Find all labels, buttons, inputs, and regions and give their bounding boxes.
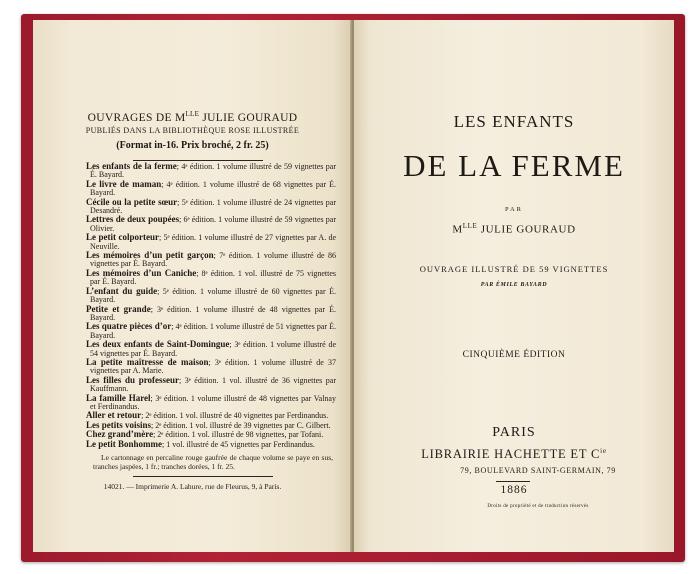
book-title: Les deux enfants de Saint-Domingue — [86, 339, 230, 350]
book-list-item — [86, 180, 336, 198]
book-details: ; 4ᵉ édition. 1 volume illustré de 51 vignettes par É. Bayard. — [90, 322, 336, 340]
publisher-address: 79, BOULEVARD SAINT-GERMAIN, 79 — [460, 466, 616, 475]
works-heading: OUVRAGES DE $M^{LLE}$ JULIE GOURAUD — [87, 110, 298, 124]
printer-imprint: 14021. — Imprimerie A. Lahure, rue de Fleurus, 9, à Paris. — [103, 482, 282, 491]
book-title: Le petit colporteur — [86, 232, 159, 243]
book-title: Petite et grande — [86, 303, 151, 314]
book-details: ; 4ᵉ édition. 1 volume illustré de 68 vignettes par É. Bayard. — [90, 179, 336, 198]
book-list-item — [86, 376, 336, 394]
book-details: ; 5ᵉ édition. 1 volume illustré de 27 vignettes par A. de Neuville. — [90, 233, 336, 251]
divider-rule — [496, 481, 530, 482]
book-list-item — [86, 322, 336, 340]
book-list-item — [86, 215, 336, 233]
book-title: Lettres de deux poupées — [86, 214, 180, 225]
book-title: Chez grand’mère — [86, 429, 154, 440]
book-title-line2: DE LA FERME — [403, 148, 625, 183]
book-details: ; 3ᵉ édition. 1 volume illustré de 54 vignettes par É. Bayard. — [90, 340, 336, 358]
book-details: ; 3ᵉ édition. 1 volume illustré de 48 vignettes par É. Bayard. — [90, 304, 336, 322]
book-details: ; 7ᵉ édition. 1 volume illustré de 86 vignettes par É. Bayard. — [90, 251, 336, 269]
title-page — [354, 20, 674, 552]
book-title: La famille Harel — [86, 392, 151, 403]
by-label: PAR — [504, 206, 524, 213]
book-title: Les petits voisins — [86, 419, 152, 430]
book-list-item — [86, 198, 336, 216]
book-title: Cécile ou la petite sœur — [86, 196, 178, 207]
book-title: Le livre de maman — [86, 178, 162, 189]
book-list-item — [86, 251, 336, 269]
author-name: $M^{LLE}$ JULIE GOURAUD — [452, 222, 576, 236]
book-list-item — [86, 394, 336, 412]
book-title: L’enfant du guide — [86, 285, 158, 296]
book-details: ; 4ᵉ édition. 1 volume illustré de 59 vignettes par É. Bayard. — [90, 162, 337, 180]
book-details: ; 3ᵉ édition. 1 volume illustré de 37 vignettes par A. Marie. — [90, 357, 336, 376]
book-details: ; 8ᵉ édition. 1 vol. illustré de 75 vignettes par É. Bayard. — [90, 268, 336, 287]
book-list-item — [86, 269, 336, 287]
book-title: Les quatre pièces d’or — [86, 321, 172, 332]
book-title-line1: LES ENFANTS — [453, 112, 575, 131]
divider-rule — [133, 476, 273, 477]
book-title: Aller et retour — [86, 410, 142, 421]
book-details: ; 5ᵉ édition. 1 volume illustré de 60 vignettes par É. Bayard. — [90, 286, 336, 305]
book-list-item — [86, 305, 336, 323]
book-details: ; 6ᵉ édition. 1 volume illustré de 59 vignettes par Olivier. — [90, 215, 337, 233]
publication-year: 1886 — [500, 484, 528, 496]
publisher-name: LIBRAIRIE HACHETTE ET $C^{ie}$ — [421, 447, 607, 462]
rights-notice: Droits de propriété et de traduction réservés — [487, 504, 589, 509]
left-page — [33, 20, 352, 552]
book-details: ; 3ᵉ édition. 1 vol. illustré de 36 vignettes par Kauffmann. — [90, 375, 336, 394]
illustrator-name: PAR ÉMILE BAYARD — [480, 282, 548, 288]
book-details: ; 2ᵉ édition. 1 vol. illustré de 40 vignettes par Ferdinandus. — [141, 411, 329, 421]
edition-label: CINQUIÈME ÉDITION — [462, 350, 566, 360]
book-list-item — [86, 287, 336, 305]
book-title: Les filles du professeur — [86, 374, 180, 385]
book-title: Les mémoires d’un petit garçon — [86, 250, 214, 261]
binding-note: Le cartonnage en percaline rouge gaufrée de chaque volume se paye en sus, tranches jaspées, 1 fr.; tranches dorées, 1 fr. 25. — [93, 453, 333, 471]
book-details: ; 1 vol. illustré de 45 vignettes par Ferdinandus. — [162, 439, 315, 449]
book-details: ; 5ᵉ édition. 1 volume illustré de 24 vignettes par Desandré. — [90, 197, 337, 216]
book-list — [86, 162, 336, 449]
book-list-item — [86, 358, 336, 376]
book-list-item — [86, 162, 336, 180]
book-details: ; 3ᵉ édition. 1 volume illustré de 48 vignettes par Valnay et Ferdinandus. — [90, 393, 336, 411]
book-title: Les mémoires d’un Caniche — [86, 267, 197, 278]
book-title: Le petit Bonhomme — [86, 438, 162, 449]
book-details: ; 2ᵉ édition. 1 vol. illustré de 39 vignettes par C. Gilbert. — [151, 420, 331, 430]
works-subheading: PUBLIÉS DANS LA BIBLIOTHÈQUE ROSE ILLUSTRÉE — [85, 126, 300, 135]
book-list-item — [86, 233, 336, 251]
book-list-item — [86, 440, 336, 449]
book-list-item — [86, 340, 336, 358]
book-title: Les enfants de la ferme — [86, 161, 177, 171]
book-details: ; 2ᵉ édition. 1 vol. illustré de 98 vignettes, par Tofani. — [153, 430, 324, 440]
format-price: (Format in-16. Prix broché, 2 fr. 25) — [116, 140, 269, 151]
publisher-city: PARIS — [492, 425, 536, 440]
book-title: La petite maîtresse de maison — [86, 356, 209, 367]
illustration-note: OUVRAGE ILLUSTRÉ DE 59 VIGNETTES — [419, 264, 609, 274]
